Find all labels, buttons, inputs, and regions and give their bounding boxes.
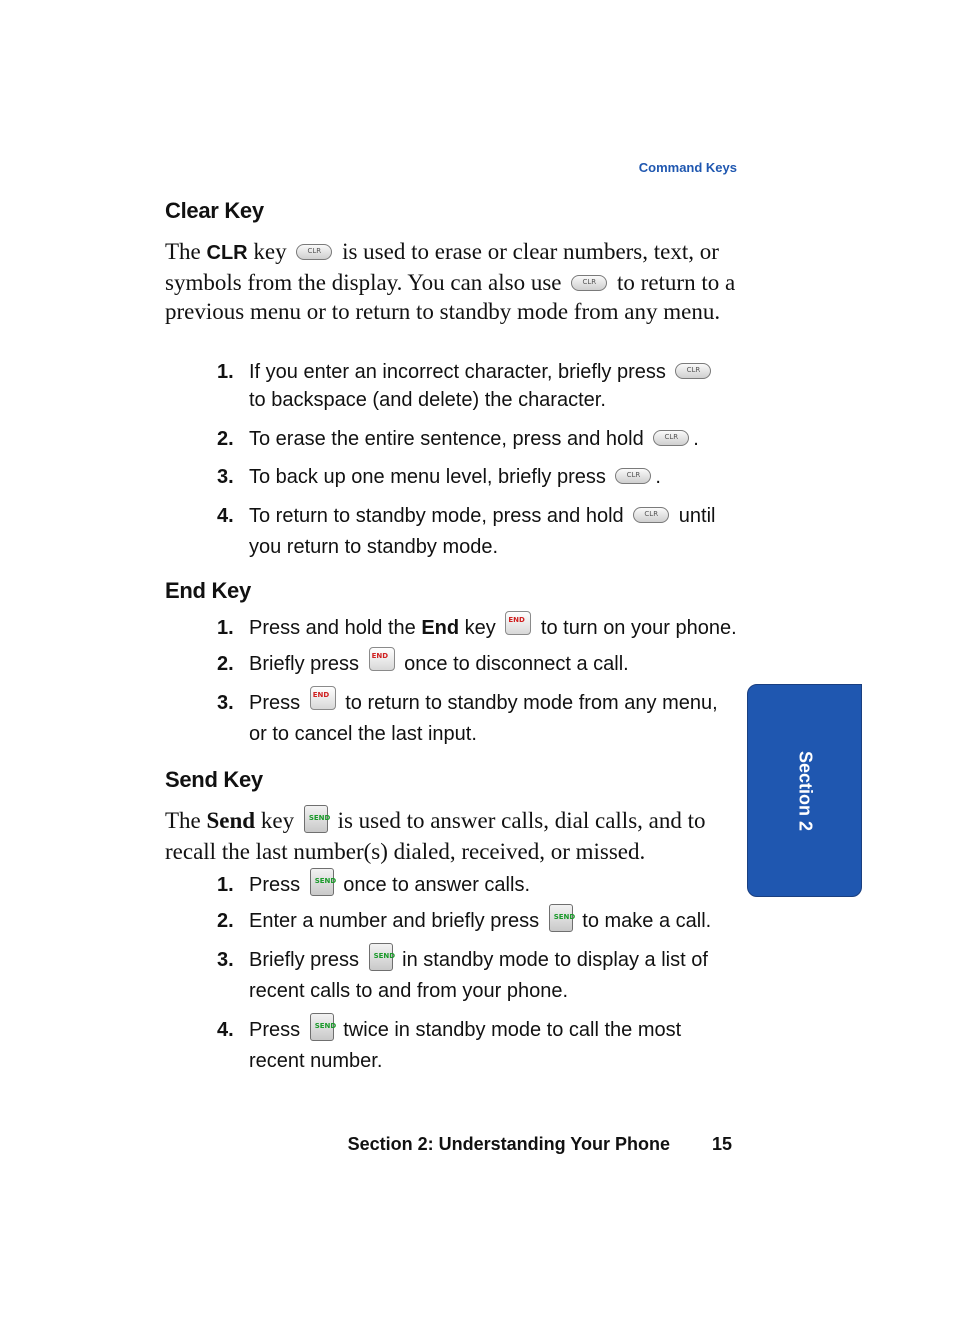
send-key-heading: Send Key [165, 767, 263, 792]
section-tab-label: Section 2 [795, 750, 816, 832]
end-key-icon: END [505, 611, 531, 635]
clr-key-icon: CLR [615, 468, 651, 484]
send-key-icon: SEND [310, 1013, 334, 1041]
send-key-icon: SEND [304, 805, 328, 833]
clr-key-icon: CLR [675, 363, 711, 379]
end-key-steps [165, 613, 737, 750]
footer-section-title: Section 2: Understanding Your Phone [347, 1134, 670, 1154]
list-item: 4. Press SEND twice in standby mode to call the most recent number. [165, 1015, 737, 1077]
clr-key-icon: CLR [571, 275, 607, 291]
page-number: 15 [711, 1134, 732, 1154]
list-item: 2. To erase the entire sentence, press and hold CLR . [217, 428, 699, 450]
clr-key-icon: CLR [296, 244, 332, 260]
list-item: 3. Press END to return to standby mode from any menu, or to cancel the last input. [165, 688, 737, 750]
end-key-icon: END [310, 686, 336, 710]
send-key-intro: The Send key SEND is used to answer calls, dial calls, and to recall the last number(s) dialed, received, or missed. [165, 806, 737, 866]
end-key-icon: END [369, 647, 395, 671]
list-item: 4. To return to standby mode, press and hold CLR until you return to standby mode. [217, 505, 716, 558]
list-item: 3. To back up one menu level, briefly press CLR . [217, 466, 661, 488]
list-item: 2. Enter a number and briefly press SEND to make a call. [165, 906, 737, 937]
clr-key-icon: CLR [633, 507, 669, 523]
end-key-heading: End Key [165, 578, 251, 603]
send-key-icon: SEND [369, 943, 393, 971]
list-item: 3. Briefly press SEND in standby mode to display a list of recent calls to and from your phone. [165, 945, 737, 1007]
send-key-icon: SEND [310, 868, 334, 896]
section-tab [747, 684, 862, 897]
list-item: 2. Briefly press END once to disconnect a call. [165, 649, 737, 680]
list-item: 1. Press and hold the End key END to turn on your phone. [165, 613, 737, 644]
running-title: Command Keys [638, 160, 737, 175]
clear-key-heading: Clear Key [165, 198, 264, 223]
page-footer [300, 1134, 732, 1155]
send-key-icon: SEND [549, 904, 573, 932]
clr-key-icon: CLR [653, 430, 689, 446]
send-key-steps [165, 870, 737, 1077]
list-item: 1. Press SEND once to answer calls. [165, 870, 737, 901]
list-item: 1. If you enter an incorrect character, briefly press CLR to backspace (and delete) the character. [165, 358, 737, 414]
clear-key-intro: The CLR key CLR is used to erase or clear numbers, text, or symbols from the display. You can also use CLR to return to a previous menu or to return to standby mode from any menu. [165, 239, 736, 324]
clear-key-steps [165, 358, 737, 563]
